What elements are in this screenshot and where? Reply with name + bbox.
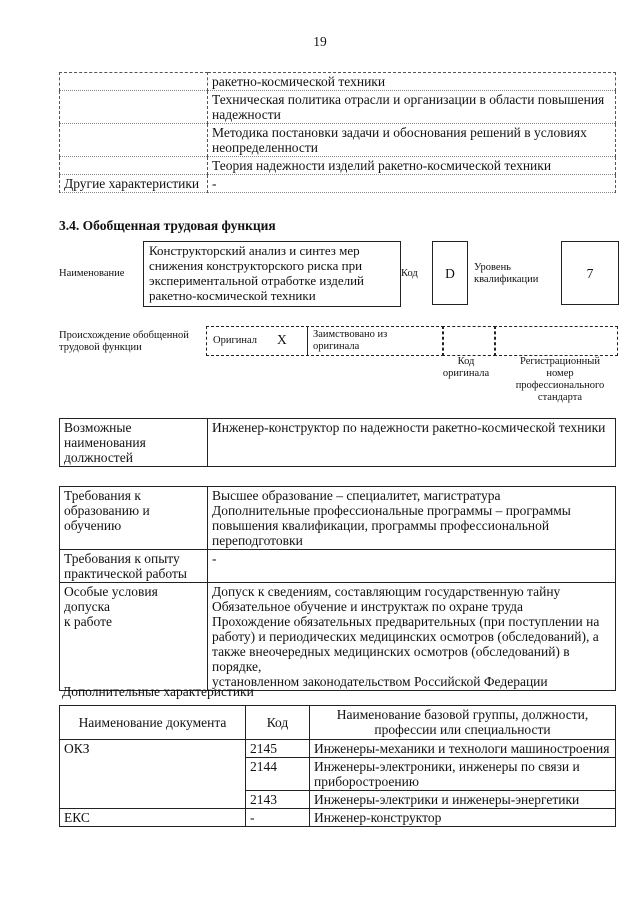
admission-label: Особые условия допуска к работе: [60, 583, 208, 691]
continuation-value-cell: Техническая политика отрасли и организации в области повышения надежности: [208, 91, 616, 124]
experience-label: Требования к опыту практической работы: [60, 550, 208, 583]
positions-label: Возможные наименования должностей: [60, 419, 208, 467]
level-value-box: 7: [561, 241, 619, 305]
header-code: Код: [246, 706, 310, 740]
code-original-label: Код оригинала: [442, 356, 490, 379]
table-row-name: Инженер-конструктор: [310, 809, 616, 827]
table-row-code: 2145: [246, 740, 310, 758]
other-characteristics-label: Другие характеристики: [60, 175, 208, 193]
positions-value: Инженер-конструктор по надежности ракетно-космической техники: [208, 419, 616, 467]
code-value-box: D: [432, 241, 468, 305]
admission-value: Допуск к сведениям, составляющим государственную тайну Обязательное обучение и инструктаж по охране труда Прохождение обязательных предварительных (при поступлении на работу) и периодических медицинских осмотров (обследований), а также внеочередных медицинских осмотров (обследований) в порядке, установленном законодательством Российской Федерации: [208, 583, 616, 691]
continuation-label-cell: [60, 124, 208, 157]
code-label: Код: [401, 268, 418, 279]
name-label: Наименование: [59, 268, 125, 279]
original-mark: X: [277, 332, 287, 347]
table-row-code: -: [246, 809, 310, 827]
positions-table: [59, 418, 616, 467]
education-value: Высшее образование – специалитет, магистратура Дополнительные профессиональные программы – программы повышения квалификации, программы профессиональной переподготовки: [208, 487, 616, 550]
education-label: Требования к образованию и обучению: [60, 487, 208, 550]
section-title: 3.4. Обобщенная трудовая функция: [59, 218, 276, 233]
header-name: Наименование базовой группы, должности, профессии или специальности: [310, 706, 616, 740]
borrowed-label: Заимствовано из оригинала: [313, 329, 388, 352]
origin-box: [206, 326, 444, 356]
additional-title: Дополнительные характеристики: [62, 684, 254, 699]
additional-table: [59, 705, 616, 827]
header-doc: Наименование документа: [60, 706, 246, 740]
continuation-label-cell: [60, 73, 208, 91]
table-row-doc: ЕКС: [60, 809, 246, 827]
original-label: Оригинал: [213, 335, 257, 346]
table-row-code: 2143: [246, 791, 310, 809]
experience-value: -: [208, 550, 616, 583]
name-value-box: Конструкторский анализ и синтез мер снижения конструкторского риска при экспериментальной отработке изделий ракетно-космической техники: [143, 241, 401, 307]
continuation-table: [59, 72, 616, 193]
page-number: 19: [313, 34, 327, 49]
reg-number-label: Регистрационный номер профессионального стандарта: [515, 356, 605, 403]
reg-number-box: [494, 326, 618, 356]
origin-label: Происхождение обобщенной трудовой функции: [59, 330, 189, 353]
continuation-value-cell: Методика постановки задачи и обоснования решений в условиях неопределенности: [208, 124, 616, 157]
other-characteristics-value: -: [208, 175, 616, 193]
code-original-box: [442, 326, 496, 356]
continuation-value-cell: ракетно-космической техники: [208, 73, 616, 91]
continuation-value-cell: Теория надежности изделий ракетно-космической техники: [208, 157, 616, 175]
table-row-doc: ОКЗ: [60, 740, 246, 809]
table-row-code: 2144: [246, 758, 310, 791]
table-row-name: Инженеры-механики и технологи машиностроения: [310, 740, 616, 758]
continuation-label-cell: [60, 91, 208, 124]
table-row-name: Инженеры-электроники, инженеры по связи и приборостроению: [310, 758, 616, 791]
continuation-label-cell: [60, 157, 208, 175]
level-label: Уровень квалификации: [474, 262, 539, 285]
requirements-table: [59, 486, 616, 691]
table-row-name: Инженеры-электрики и инженеры-энергетики: [310, 791, 616, 809]
